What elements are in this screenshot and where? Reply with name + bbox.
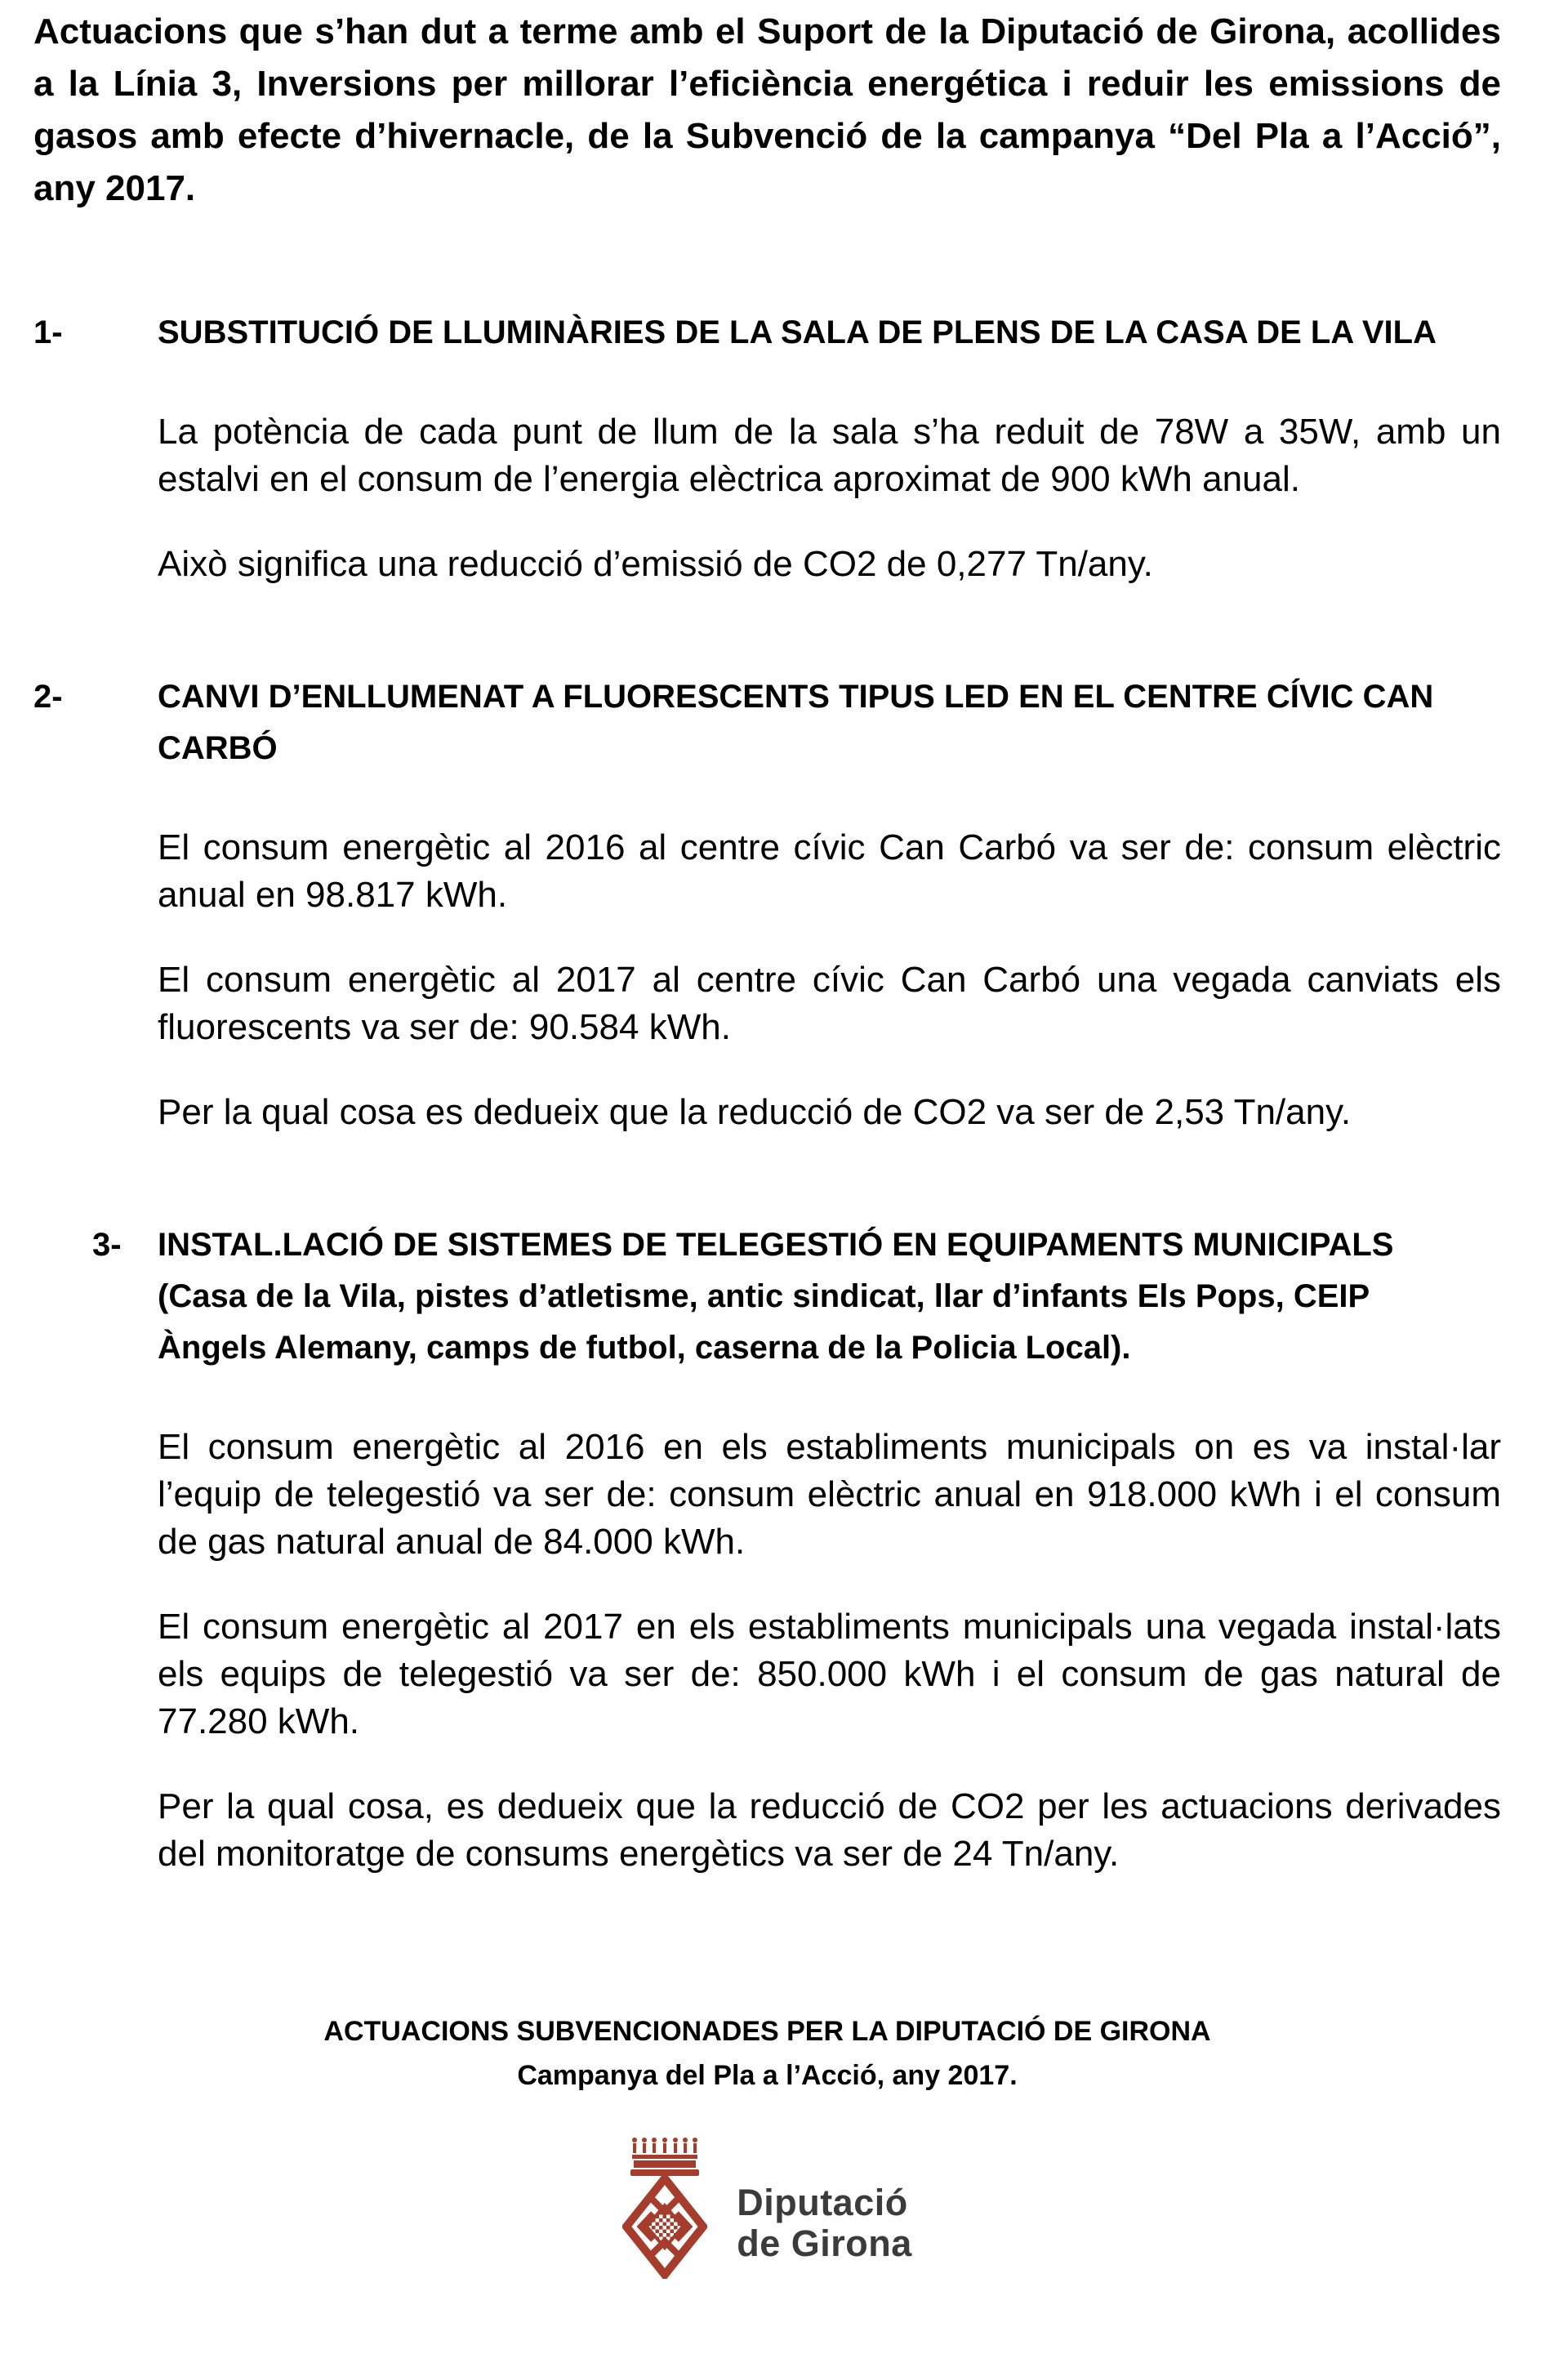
section-3-heading — [158, 1219, 1393, 1374]
section-1-paragraph: Això significa una reducció d’emissió de CO2 de 0,277 Tn/any. — [158, 544, 1153, 584]
logo-text-line-1: Diputació — [737, 2182, 908, 2223]
footer-line-1: ACTUACIONS SUBVENCIONADES PER LA DIPUTACIÓ DE GIRONA — [323, 2016, 1211, 2047]
section-2-paragraph: El consum energètic al 2016 al centre cívic Can Carbó va ser de: consum elèctric anual en 98.817 kWh. — [158, 827, 1501, 915]
section-3-heading-row — [33, 1219, 1501, 1374]
section-1 — [33, 307, 1501, 588]
section-3-paragraph: El consum energètic al 2016 en els establiments municipals on es va instal·lar l’equip de telegestió va ser de: consum elèctric anual en 918.000 kWh i el consum de gas natural anual de 84.000 kWh. — [158, 1427, 1501, 1562]
logo-text — [737, 2182, 912, 2264]
section-1-paragraph: La potència de cada punt de llum de la sala s’ha reduit de 78W a 35W, amb un estalvi en el consum de l’energia elèctrica aproximat de 900 kWh anual. — [158, 412, 1501, 499]
section-1-number: 1- — [33, 314, 63, 350]
intro-paragraph: Actuacions que s’han dut a terme amb el Suport de la Diputació de Girona, acollides a la Línia 3, Inversions per millorar l’eficiència energética i reduir les emissions de gasos amb efecte d’hivernacle, de la Subvenció de la campanya “Del Pla a l’Acció”, any 2017. — [33, 11, 1501, 208]
crown-icon — [630, 2137, 699, 2176]
section-2-paragraph: Per la qual cosa es dedueix que la reducció de CO2 va ser de 2,53 Tn/any. — [158, 1092, 1352, 1132]
section-1-heading-row — [33, 307, 1501, 359]
footer-line-2: Campanya del Pla a l’Acció, any 2017. — [517, 2060, 1018, 2091]
heading-line: Àngels Alemany, camps de futbol, caserna de la Policia Local). — [158, 1330, 1131, 1366]
section-2-number: 2- — [33, 679, 63, 715]
section-3-paragraph: Per la qual cosa, es dedueix que la reducció de CO2 per les actuacions derivades del monitoratge de consums energètics va ser de 24 Tn/any. — [158, 1786, 1501, 1874]
heading-line: CARBÓ — [158, 730, 278, 766]
diputacio-de-girona-logo — [33, 2137, 1501, 2279]
section-3 — [33, 1219, 1501, 1878]
heading-line: INSTAL.LACIÓ DE SISTEMES DE TELEGESTIÓ EN EQUIPAMENTS MUNICIPALS — [158, 1227, 1394, 1263]
section-3-paragraph: El consum energètic al 2017 en els establiments municipals una vegada instal·lats els equips de telegestió va ser de: 850.000 kWh i el consum de gas natural de 77.280 kWh. — [158, 1607, 1501, 1741]
girona-crest — [622, 2137, 707, 2279]
section-1-heading — [158, 307, 1437, 359]
section-2-paragraph: El consum energètic al 2017 al centre cívic Can Carbó una vegada canviats els fluorescents va ser de: 90.584 kWh. — [158, 960, 1501, 1047]
section-3-number: 3- — [92, 1227, 122, 1263]
section-2 — [33, 671, 1501, 1136]
section-2-heading — [158, 671, 1433, 774]
footer — [33, 2009, 1501, 2098]
heading-line: (Casa de la Vila, pistes d’atletisme, antic sindicat, llar d’infants Els Pops, CEIP — [158, 1278, 1370, 1314]
section-2-heading-row — [33, 671, 1501, 774]
logo-text-line-2: de Girona — [737, 2222, 912, 2264]
heading-line: SUBSTITUCIÓ DE LLUMINÀRIES DE LA SALA DE PLENS DE LA CASA DE LA VILA — [158, 314, 1437, 350]
shield-icon — [622, 2174, 707, 2279]
heading-line: CANVI D’ENLLUMENAT A FLUORESCENTS TIPUS LED EN EL CENTRE CÍVIC CAN — [158, 679, 1434, 715]
